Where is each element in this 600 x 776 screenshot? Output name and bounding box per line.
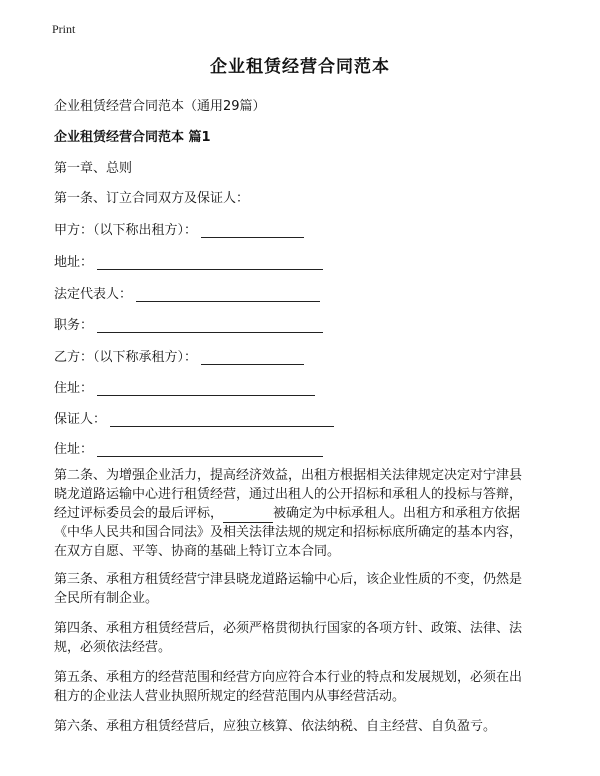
text-line: 第三条、承租方租赁经营宁津县晓龙道路运输中心后，该企业性质的不变，仍然是 xyxy=(54,572,523,587)
field-label: 法定代表人： xyxy=(54,287,133,302)
field-lessee-address xyxy=(54,377,315,396)
field-guarantor xyxy=(54,408,334,427)
field-label: 职务： xyxy=(54,318,94,333)
section-heading: 企业租赁经营合同范本 篇1 xyxy=(54,130,211,145)
text-line: 第二条、为增强企业活力，提高经济效益，出租方根据相关法律规定决定对宁津县 xyxy=(54,468,523,483)
chapter-heading: 第一章、总则 xyxy=(54,161,133,176)
fill-blank xyxy=(223,509,273,523)
text-line: 规，必须依法经营。 xyxy=(54,640,172,655)
field-legal-representative xyxy=(54,283,320,302)
article-6 xyxy=(54,717,564,736)
text-line: 租方的企业法人营业执照所规定的经营范围内从事经营活动。 xyxy=(54,689,406,704)
text-fragment: 被确定为中标承租人。出租方和承租方依据 xyxy=(273,506,521,521)
text-line: 《中华人民共和国合同法》及相关法律法规的规定和招标标底所确定的基本内容， xyxy=(54,525,523,540)
field-guarantor-address xyxy=(54,438,323,457)
text-line: 全民所有制企业。 xyxy=(54,591,159,606)
field-lessee xyxy=(54,346,304,365)
fill-blank xyxy=(97,318,323,333)
text-line: 第五条、承租方的经营范围和经营方向应符合本行业的特点和发展规划，必须在出 xyxy=(54,670,523,685)
field-label: 住址： xyxy=(54,442,94,457)
field-label: 甲方：（以下称出租方）： xyxy=(54,223,198,238)
field-label: 地址： xyxy=(54,255,94,270)
text-line: 在双方自愿、平等、协商的基础上特订立本合同。 xyxy=(54,544,341,559)
fill-blank xyxy=(97,255,323,270)
fill-blank xyxy=(110,412,334,427)
print-link[interactable]: Print xyxy=(52,22,76,36)
fill-blank xyxy=(201,350,304,365)
text-line: 第四条、承租方租赁经营后，必须严格贯彻执行国家的各项方针、政策、法律、法 xyxy=(54,621,523,636)
field-label: 乙方：（以下称承租方）： xyxy=(54,350,198,365)
document-subtitle: 企业租赁经营合同范本（通用29篇） xyxy=(54,99,266,114)
article-4 xyxy=(54,619,564,657)
field-position xyxy=(54,314,323,333)
text-line: 晓龙道路运输中心进行租赁经营，通过出租人的公开招标和承租人的投标与答辩， xyxy=(54,487,523,502)
field-label: 保证人： xyxy=(54,412,107,427)
fill-blank xyxy=(97,442,323,457)
field-label: 住址： xyxy=(54,381,94,396)
document-title: 企业租赁经营合同范本 xyxy=(210,57,390,77)
field-lessor xyxy=(54,219,304,238)
fill-blank xyxy=(97,381,315,396)
fill-blank xyxy=(136,287,320,302)
text-line xyxy=(54,504,564,523)
fill-blank xyxy=(201,223,304,238)
article-1: 第一条、订立合同双方及保证人： xyxy=(54,191,250,206)
article-5 xyxy=(54,668,564,706)
field-lessor-address xyxy=(54,251,323,270)
article-3 xyxy=(54,570,564,608)
text-fragment: 经过评标委员会的最后评标， xyxy=(54,506,224,521)
article-2 xyxy=(54,466,564,561)
text-line: 第六条、承租方租赁经营后，应独立核算、依法纳税、自主经营、自负盈亏。 xyxy=(54,719,497,734)
